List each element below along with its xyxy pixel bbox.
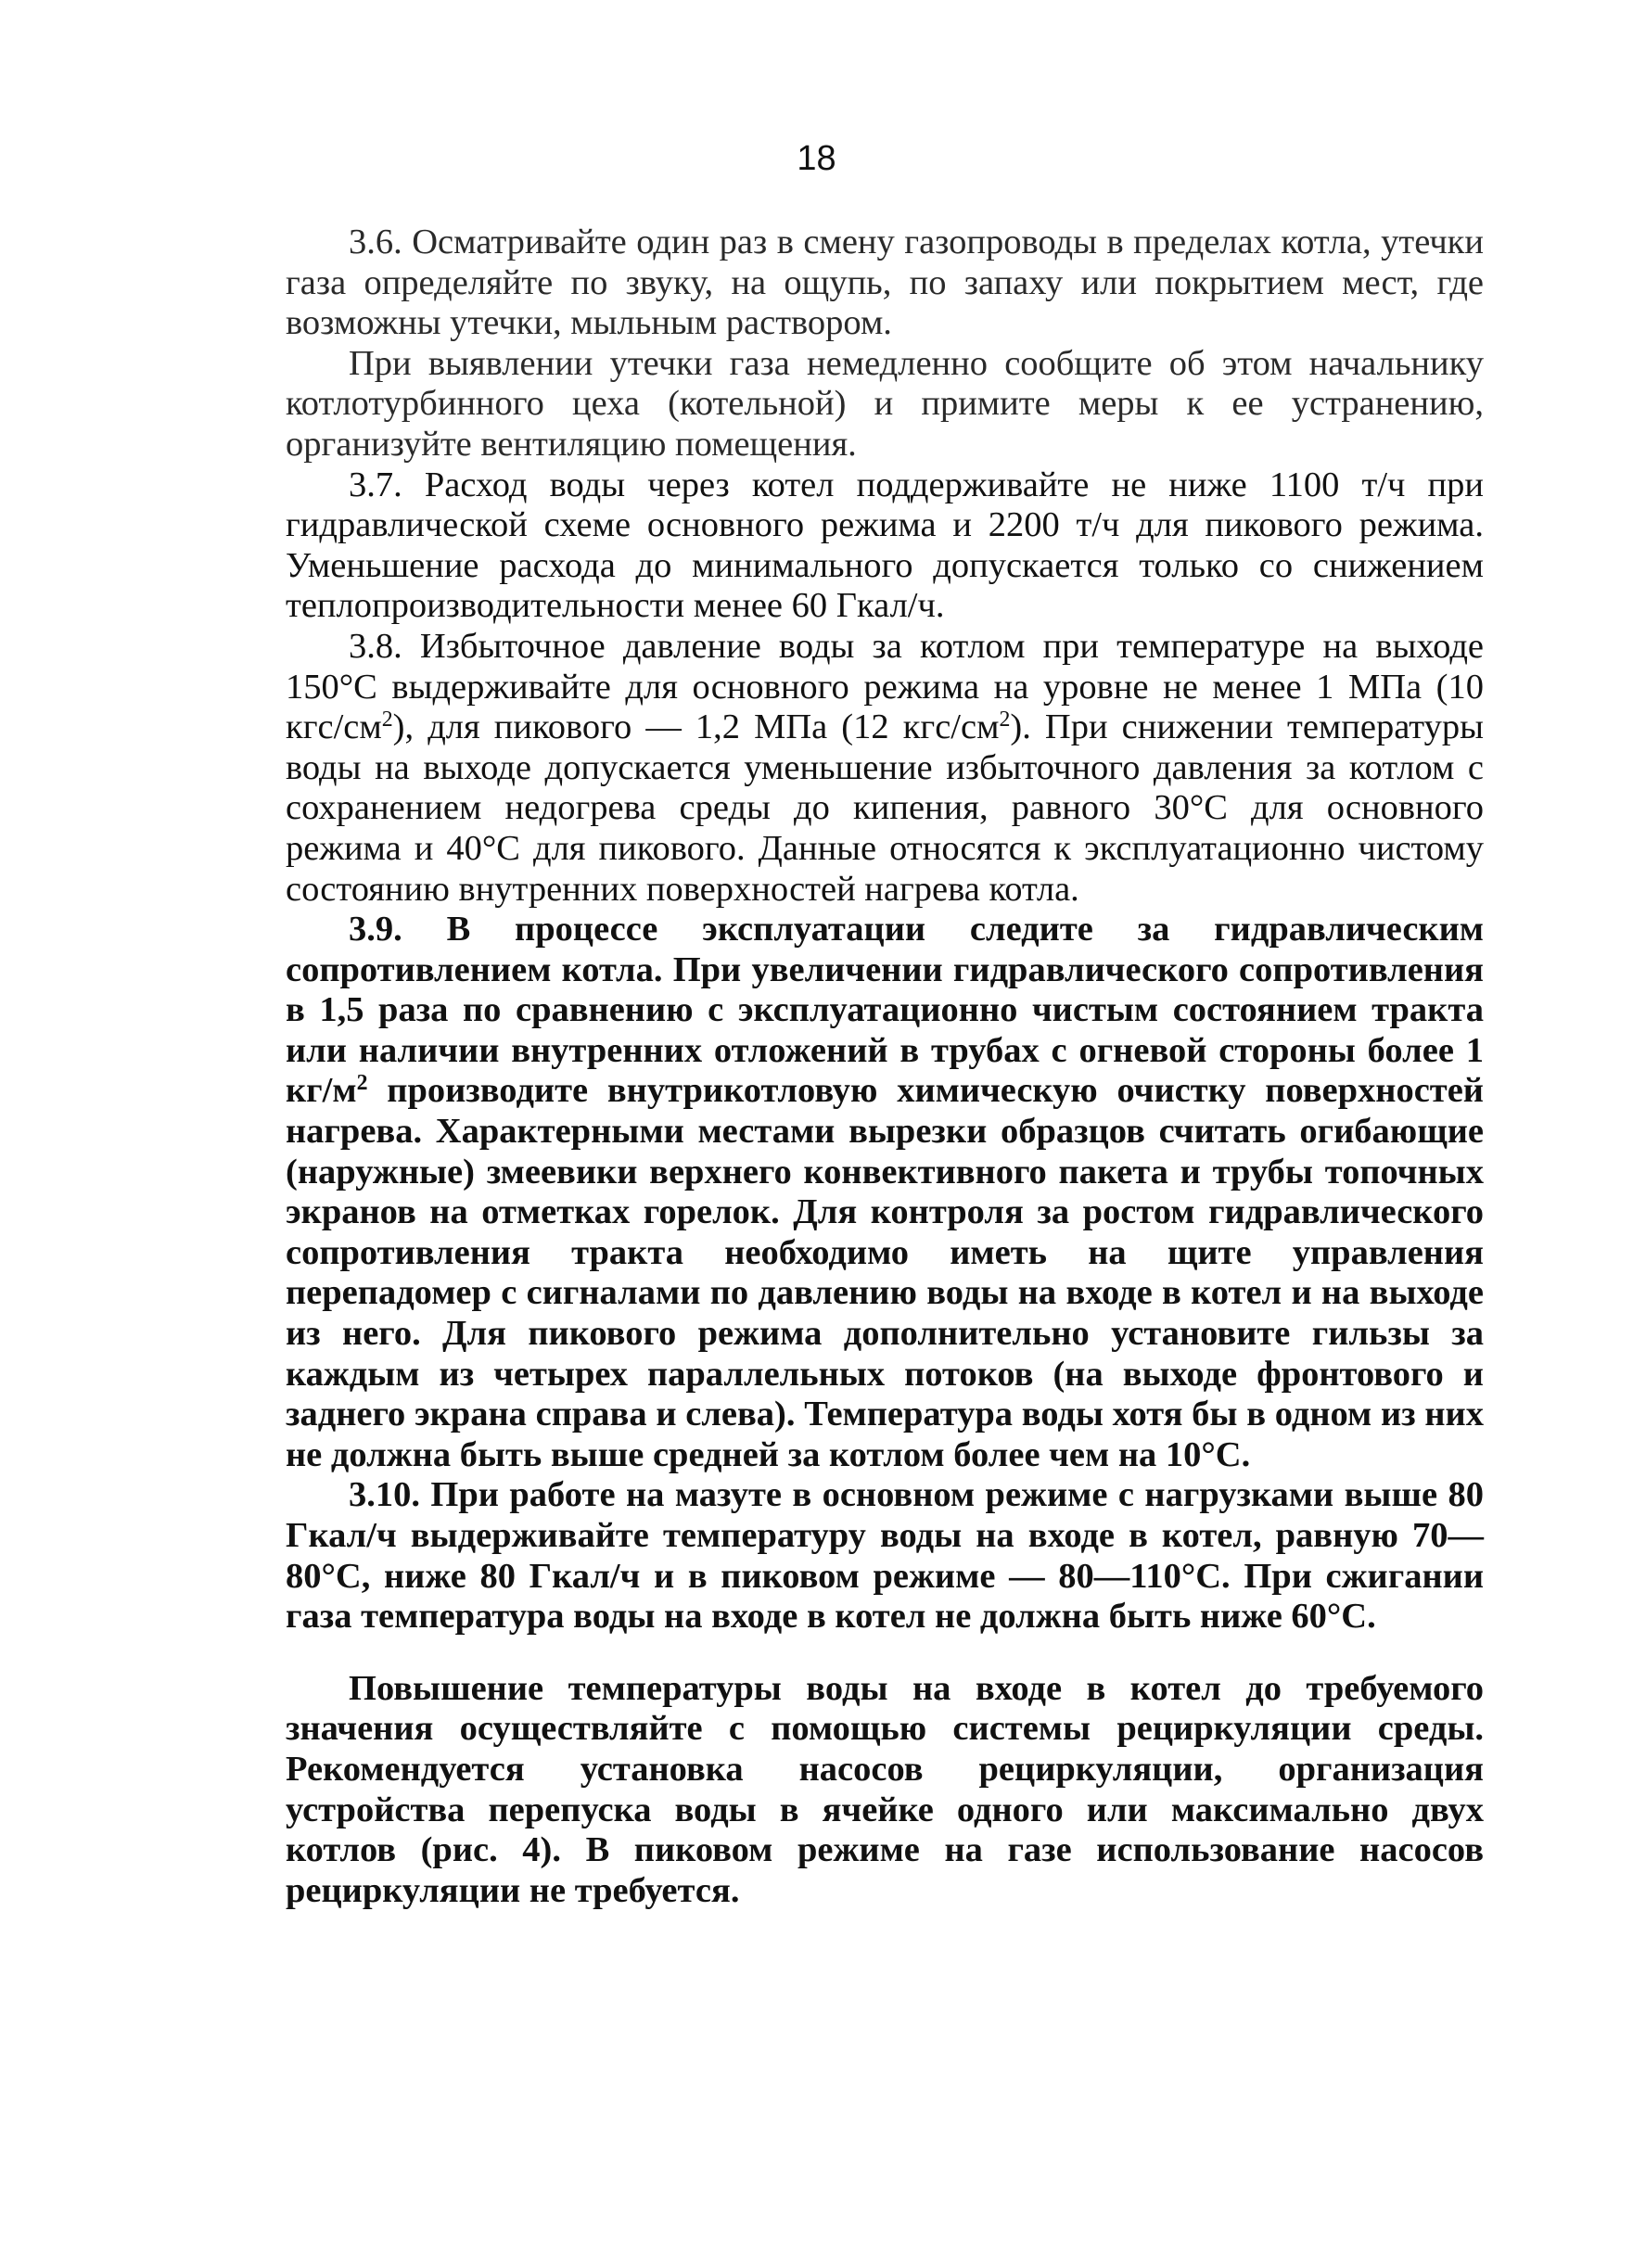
text-segment: 3.10. При работе на мазуте в основном режиме с нагрузками выше 80 Гкал/ч выдерживайте температуру воды на входе в котел, равную 70—80°С, ниже 80 Гкал/ч и в пиковом режиме — 80—110°С. При сжигании газа температура воды на входе в котел не должна быть ниже 60°С.: [286, 1475, 1484, 1637]
superscript: 2: [356, 1071, 368, 1096]
superscript: 2: [999, 707, 1011, 732]
superscript: 2: [381, 707, 393, 732]
paragraph-3-9: [286, 910, 1484, 1475]
text-segment: 3.7. Расход воды через котел поддерживайте не ниже 1100 т/ч при гидравлической схеме основного режима и 2200 т/ч для пикового режима. Уменьшение расхода до минимального допускается только со снижением теплопроизводительности менее 60 Гкал/ч.: [286, 465, 1484, 626]
paragraph-recirculation: [286, 1669, 1484, 1912]
document-body: [286, 223, 1484, 1911]
text-segment: производите внутрикотловую химическую очистку поверхностей нагрева. Характерными местами вырезки образцов считать огибающие (наружные) змеевики верхнего конвективного пакета и трубы топочных экранов на отметках горелок. Для контроля за ростом гидравлического сопротивления тракта необходимо иметь на щите управления перепадомер с сигналами по давлению воды на входе в котел и на выходе из него. Для пикового режима дополнительно установите гильзы за каждым из четырех параллельных потоков (на выходе фронтового и заднего экрана справа и слева). Температура воды хотя бы в одном из них не должна быть выше средней за котлом более чем на 10°С.: [286, 1071, 1484, 1474]
text-segment: Повышение температуры воды на входе в котел до требуемого значения осуществляйте с помощью системы рециркуляции среды. Рекомендуется установка насосов рециркуляции, организация устройства перепуска воды в ячейке одного или максимально двух котлов (рис. 4). В пиковом режиме на газе использование насосов рециркуляции не требуется.: [286, 1668, 1484, 1910]
paragraph-3-8: [286, 627, 1484, 910]
paragraph-3-10: [286, 1475, 1484, 1637]
text-segment: ). При снижении температуры воды на выходе допускается уменьшение избыточного давления за котлом с сохранением недогрева среды до кипения, равного 30°С для основного режима и 40°С для пикового. Данные относятся к эксплуатационно чистому состоянию внутренних поверхностей нагрева котла.: [286, 707, 1484, 909]
paragraph-3-6: [286, 223, 1484, 344]
text-segment: 3.9. В процессе эксплуатации следите за гидравлическим сопротивлением котла. При увеличении гидравлического сопротивления в 1,5 раза по сравнению с эксплуатационно чистым состоянием тракта или наличии внутренних отложений в трубах с огневой стороны более 1 кг/м: [286, 910, 1484, 1111]
text-segment: 3.6. Осматривайте один раз в смену газопроводы в пределах котла, утечки газа определяйте по звуку, на ощупь, по запаху или покрытием мест, где возможны утечки, мыльным раствором.: [286, 223, 1484, 343]
text-segment: ), для пикового — 1,2 МПа (12 кгс/см: [392, 707, 1000, 747]
text-segment: 3.8. Избыточное давление воды за котлом при температуре на выходе 150°С выдерживайте для основного режима на уровне не менее 1 МПа (10 кгс/см: [286, 626, 1484, 747]
paragraph-3-7: [286, 465, 1484, 627]
page-number: 18: [797, 139, 836, 178]
paragraph-gas-leak: [286, 344, 1484, 465]
text-segment: При выявлении утечки газа немедленно сообщите об этом начальнику котлотурбинного цеха (котельной) и примите меры к ее устранению, организуйте вентиляцию помещения.: [286, 343, 1484, 464]
